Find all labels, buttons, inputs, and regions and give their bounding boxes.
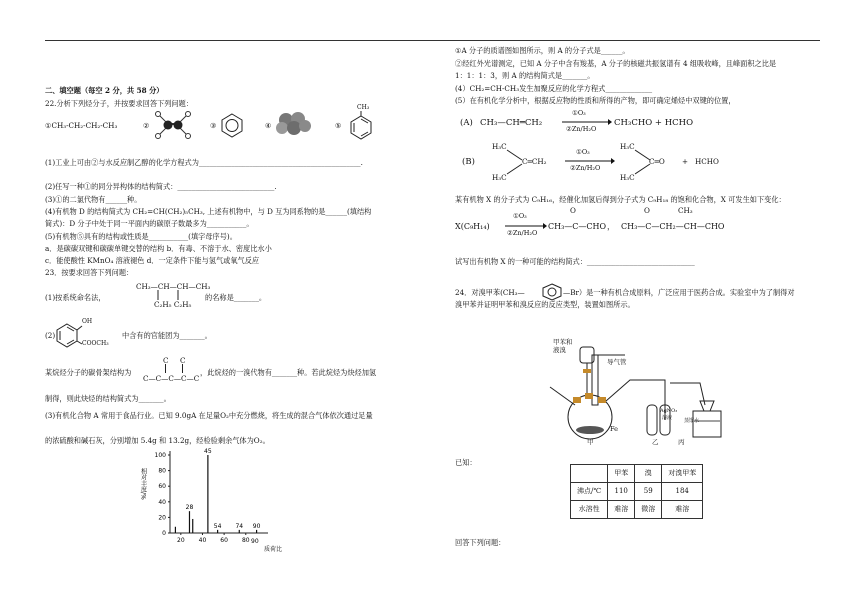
y-tick-label: 40 [158, 498, 166, 506]
table-cell: 110 [608, 483, 635, 501]
q23-2-post: 中含有的官能团为_______。 [122, 331, 212, 340]
chart-xtick-extra: 90 [251, 538, 259, 545]
rxnB-c-eq-o: C═O [649, 157, 665, 166]
q23-2-pre: (2) [45, 331, 56, 340]
q23-title: 23．按要求回答下列问题： [45, 268, 134, 277]
app-label-jia: 甲 [587, 438, 594, 446]
rxnA-reactant: CH₃—CH═CH₂ [480, 118, 543, 128]
table-cell: 59 [635, 483, 662, 501]
rxnA-label: (A) [460, 118, 473, 128]
compound-3-label: ③ [210, 121, 217, 130]
toluene-ch3: CH₃ [357, 104, 370, 111]
table-row [571, 501, 703, 519]
table-header [571, 465, 608, 483]
app-label-reagent: 甲苯和 [553, 338, 573, 346]
q23-1-struct-top: CH₃—CH—CH—CH₃ [136, 282, 211, 291]
skeleton-top-c1: C [163, 356, 169, 365]
r-line-5: (5）在有机化学分析中，根据反应物的性质和所得的产物，即可确定烯烃中双键的位置， [455, 96, 736, 105]
table-cell: 难溶 [662, 501, 703, 519]
q23-1-struct-bottom: C₂H₅ C₂H₅ [154, 300, 192, 309]
q22-line-4: (4)有机物 D 的结构简式为 CH₂=CH(CH₂)₅CH₃, 上述有机物中，与 D 互为同系物的是______(填结构 [45, 207, 372, 216]
r-line-1: ①A 分子的质谱图如图所示，则 A 的分子式是______。 [455, 46, 630, 55]
q23-1-post: 的名称是_______。 [205, 293, 267, 302]
ethene-ball-stick-icon [151, 110, 195, 140]
q22-line-1: (1)工业上可由②与水反应制乙醇的化学方程式为_____________________________________________. [45, 158, 363, 167]
rxnB-right-bonds [633, 148, 653, 176]
methyl-salicylate-ring-icon [53, 322, 83, 348]
rxnB-h3c-bottom: H₃C [492, 173, 507, 182]
table-cell: 水溶性 [571, 501, 608, 519]
q23-3-line2: 的浓硫酸和碱石灰，分别增加 5.4g 和 13.2g，经检验剩余气体为O₂。 [45, 436, 270, 445]
app-label-yi: 乙 [652, 438, 659, 446]
property-table [570, 464, 703, 519]
y-tick-label: 100 [154, 452, 166, 459]
q23-skeleton-line2: 制得，则此炔烃的结构简式为_______。 [45, 394, 171, 403]
rxnB-c-eq-ch2: C═CH₂ [522, 157, 547, 166]
q22-title: 22.分析下列烃分子，并按要求回答下列问题： [45, 99, 193, 108]
rxnX-comma: ， [607, 222, 615, 231]
rxnB-left-bonds [505, 148, 525, 176]
q23-3-line1: (3)有机化合物 A 常用于食品行业。已知 9.0gA 在足量O₂中充分燃烧，将生成的混合气体依次通过足量 [45, 411, 373, 420]
rxnX-cond1: ①O₃ [513, 212, 527, 220]
q24-line1-pre: 24．对溴甲苯(CH₃— [455, 288, 525, 297]
chart-xlabel: 质荷比 [264, 546, 283, 553]
app-label-tube: 导气管 [607, 358, 627, 366]
x-tick-label: 60 [220, 537, 228, 544]
table-header: 溴 [635, 465, 662, 483]
r-line-3: 1：1：1：3，则 A 的结构简式是_______。 [455, 71, 595, 80]
rxnA-cond2: ②Zn/H₂O [566, 125, 597, 133]
rxnA-cond1: ①O₃ [572, 109, 586, 117]
table-cell: 难溶 [608, 501, 635, 519]
rxnX-reactant: X(C₉H₁₄) [455, 222, 490, 231]
answer-prompt: 回答下列问题： [455, 538, 506, 547]
peak-label: 28 [185, 504, 194, 512]
q24-line2: 溴甲苯并证明甲苯和溴反应的反应类型，装置如图所示。 [455, 300, 635, 309]
toluene-ring-icon [347, 111, 373, 141]
app-label-bing: 丙 [678, 438, 685, 446]
benzene-ring-icon [220, 112, 244, 138]
app-label-reagent2: 液溴 [553, 346, 566, 354]
q23-1-pre: (1)按系统命名法， [45, 293, 106, 302]
top-rule [45, 40, 820, 41]
app-label-water: 蒸馏水 [684, 418, 700, 424]
mass-spectrum-chart [140, 448, 300, 553]
rxnX-o1: O [570, 206, 576, 215]
rxnB-h3c-top-2: H₃C [620, 142, 635, 151]
rxnX-cond2: ②Zn/H₂O [507, 229, 538, 237]
table-cell: 沸点/℃ [571, 483, 608, 501]
rxnA-product: CH₃CHO + HCHO [614, 118, 694, 128]
x-answer-line: 试写出有机物 X 的一种可能的结构简式：______________________________ [455, 257, 695, 266]
app-label-agno3: AgNO₃ [660, 408, 678, 414]
q22-line-2: (2)任写一种①的同分异构体的结构简式：___________________________. [45, 182, 277, 191]
q22-option-ab: a．是碳碳双键和碳碳单键交替的结构 b．有毒、不溶于水、密度比水小 [45, 244, 272, 253]
rxnX-ch3: CH₃ [678, 206, 693, 215]
r-line-2: ②经红外光谱测定，已知 A 分子中含有羧基，A 分子的核磁共振氢谱有 4 组吸收峰，且峰面积之比是 [455, 59, 777, 68]
known-label: 已知： [455, 458, 477, 467]
q23-skeleton-pre: 某烷烃分子的碳骨架结构为 [45, 368, 132, 377]
benzene-ring-inline-icon [540, 283, 564, 301]
x-tick-label: 40 [198, 537, 207, 544]
y-tick-label: 20 [158, 514, 166, 522]
y-tick-label: 80 [158, 467, 166, 475]
rxnB-hcho: HCHO [695, 157, 719, 166]
app-label-agno3b: 溶液 [662, 415, 673, 421]
rxnX-o2: O [644, 206, 650, 215]
compound-5-label: ⑤ [335, 121, 342, 130]
rxnB-cond2: ②Zn/H₂O [570, 164, 601, 172]
table-header: 对溴甲苯 [662, 465, 703, 483]
rxnX-product-2: CH₃—C—CH₂—CH—CHO [621, 222, 725, 231]
skeleton-chain: C—C—C—C—C [143, 374, 200, 383]
skeleton-bonds [160, 364, 190, 374]
table-cell: 184 [662, 483, 703, 501]
rxnB-label: (B) [462, 157, 475, 167]
x-tick-label: 80 [241, 537, 250, 544]
q22-line-6: (5)有机物⑤具有的结构或性质是___________(填字母序号)。 [45, 232, 237, 241]
peak-label: 74 [235, 522, 244, 530]
table-row [571, 483, 703, 501]
q22-line-3: (3)①的二氯代物有______种。 [45, 195, 142, 204]
table-cell: 微溶 [635, 501, 662, 519]
rxnX-product-1: CH₃—C—CHO [548, 222, 607, 231]
salicylate-ester: COOCH₃ [82, 340, 109, 347]
r-line-4: (4）CH₂=CH-CH₃发生加聚反应的化学方程式_____________ [455, 84, 653, 93]
peak-label: 45 [204, 448, 212, 455]
q24-line1-post: —Br）是一种有机合成原料，广泛应用于医药合成。实验室中为了制得对 [563, 288, 795, 297]
peak-label: 90 [252, 522, 261, 530]
rxnB-h3c-bottom-2: H₃C [620, 173, 635, 182]
compound-4-label: ④ [265, 121, 272, 130]
q22-option-cd: c．能使酸性 KMnO₄ 溶液褪色 d．一定条件下能与氢气或氧气反应 [45, 256, 260, 265]
compound-1: ①CH₃-CH₂-CH₂-CH₃ [45, 121, 118, 130]
rxnB-h3c-top: H₃C [492, 142, 507, 151]
peak-label: 54 [213, 522, 222, 530]
y-tick-label: 0 [162, 530, 166, 537]
table-header-row [571, 465, 703, 483]
chart-ylabel: 相对丰度/% [140, 468, 147, 500]
section-title: 二、填空题（每空 2 分，共 58 分） [45, 86, 164, 95]
app-label-fe: Fe [610, 425, 619, 433]
salicylate-oh: OH [82, 318, 93, 325]
y-tick-label: 60 [158, 483, 166, 491]
q22-line-5: 简式)：D 分子中处于同一平面内的碳原子数最多为___________。 [45, 219, 254, 228]
x-tick-label: 20 [177, 537, 185, 544]
space-filling-model-icon [274, 110, 314, 138]
x-description: 某有机物 X 的分子式为 C₉H₁₆，经催化加氢后得到分子式为 C₉H₁₈ 的饱和化合物，X 可发生如下变化： [455, 195, 786, 204]
rxnB-plus: + [682, 157, 689, 166]
compound-2-label: ② [143, 121, 150, 130]
q23-skeleton-post: ，此烷烃的一溴代物有_______种。若此烷烃为炔烃加氢 [200, 368, 377, 377]
table-header: 甲苯 [608, 465, 635, 483]
skeleton-top-c2: C [180, 356, 186, 365]
rxnB-cond1: ①O₃ [576, 148, 590, 156]
